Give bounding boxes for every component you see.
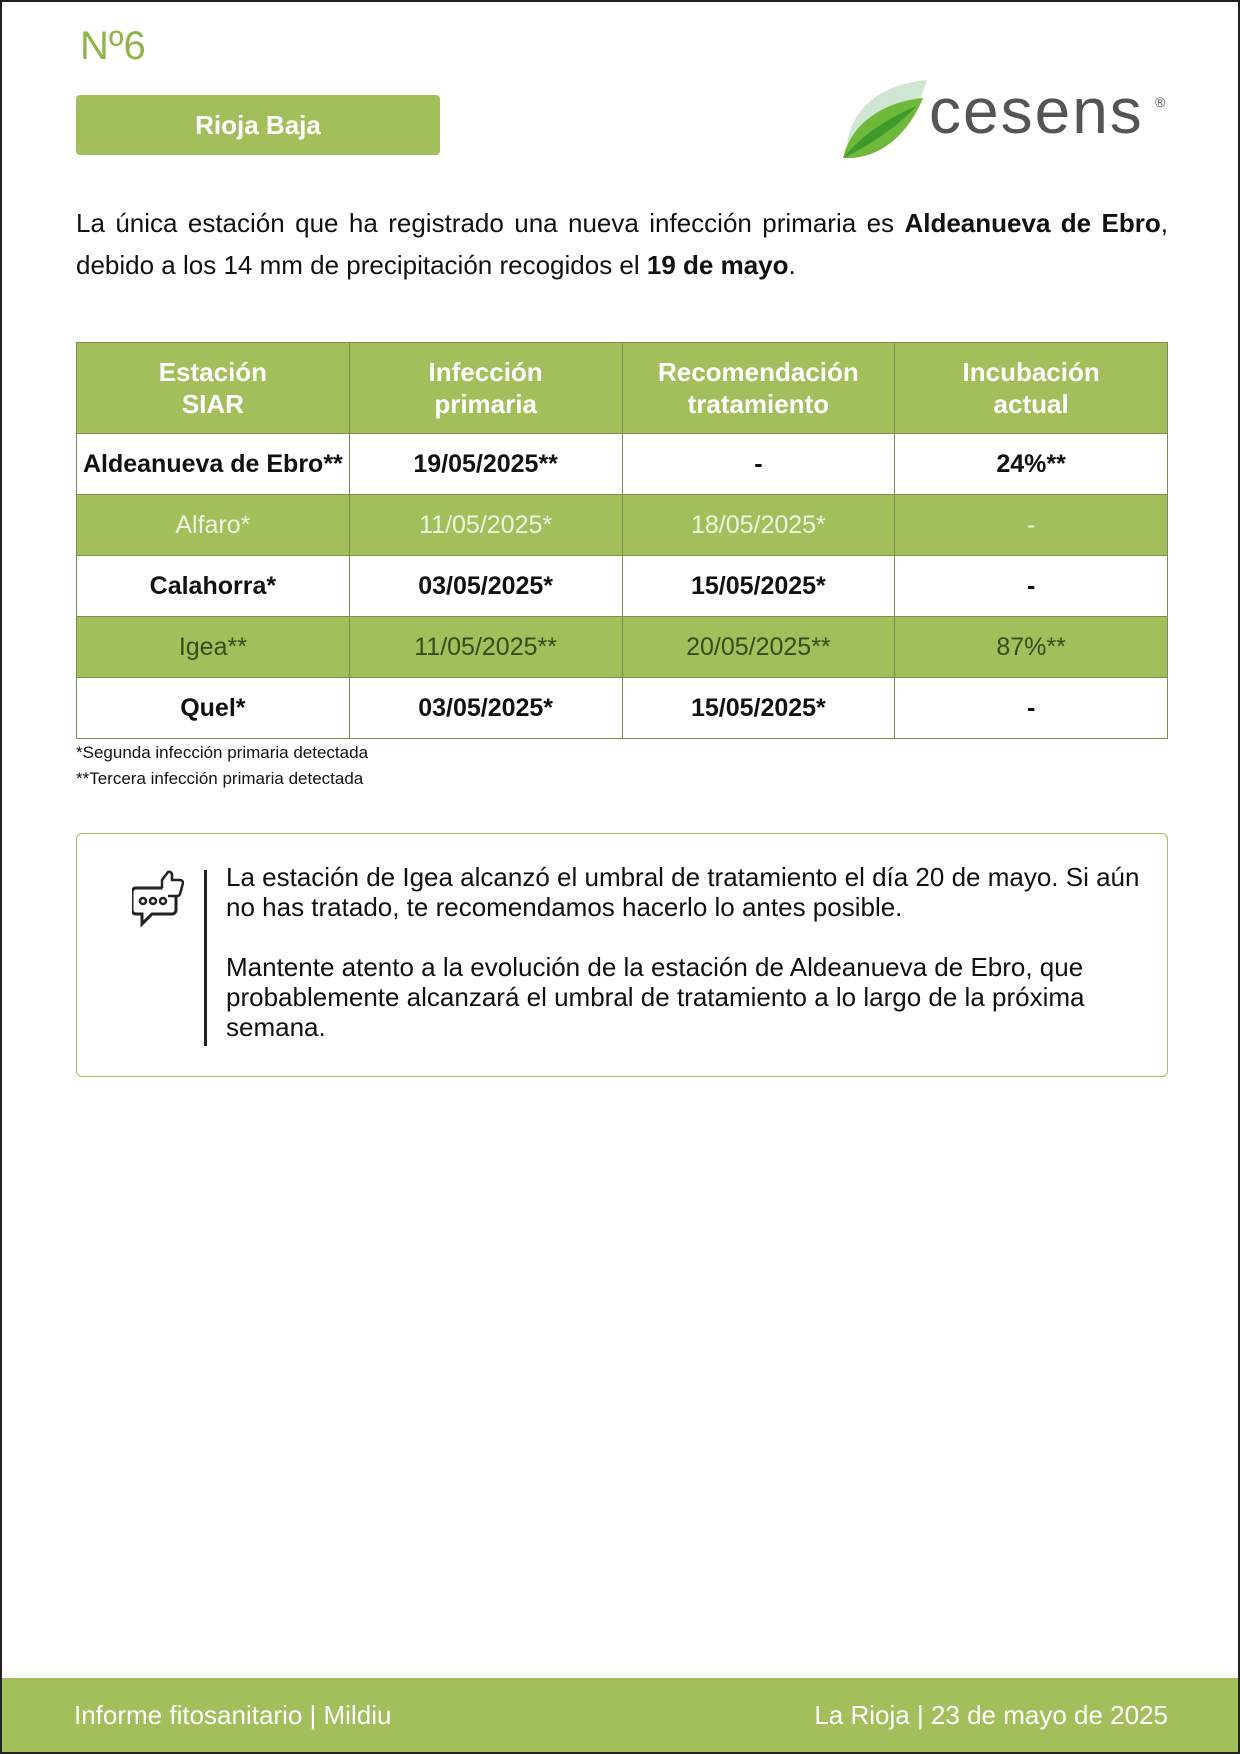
header-infection	[349, 343, 622, 434]
header-incubation-line2: actual	[993, 389, 1069, 419]
registered-mark: ®	[1155, 94, 1166, 110]
header-incubation-line1: Incubación	[962, 357, 1100, 387]
intro-text-1: La única estación que ha registrado una nueva infección primaria es	[76, 208, 905, 238]
cell-treatment: 20/05/2025**	[622, 617, 895, 678]
logo-wordmark: cesens	[929, 75, 1144, 147]
header-treatment	[622, 343, 895, 434]
cell-station: Quel*	[77, 678, 350, 739]
table-row	[77, 678, 1168, 739]
header-infection-line2: primaria	[434, 389, 537, 419]
cell-infection: 03/05/2025*	[349, 556, 622, 617]
intro-paragraph	[76, 202, 1168, 286]
advice-text	[226, 862, 1146, 1072]
cell-treatment: 18/05/2025*	[622, 495, 895, 556]
cell-station: Aldeanueva de Ebro**	[77, 434, 350, 495]
stations-table	[76, 342, 1168, 739]
footnote-single: *Segunda infección primaria detectada	[76, 743, 369, 762]
cell-infection: 11/05/2025*	[349, 495, 622, 556]
footnote-double: **Tercera infección primaria detectada	[76, 769, 364, 788]
advice-divider	[204, 870, 207, 1046]
table-row	[77, 556, 1168, 617]
table-row	[77, 495, 1168, 556]
header-incubation	[895, 343, 1168, 434]
cell-station: Igea**	[77, 617, 350, 678]
cell-treatment: -	[622, 434, 895, 495]
header-station-line2: SIAR	[181, 389, 244, 419]
header-treatment-line1: Recomendación	[657, 357, 859, 387]
cell-treatment: 15/05/2025*	[622, 556, 895, 617]
table-row	[77, 617, 1168, 678]
intro-text-2: , debido a los 14 mm de precipitación recogidos el	[76, 208, 1168, 280]
intro-text-3: .	[788, 250, 796, 280]
cell-station: Calahorra*	[77, 556, 350, 617]
cell-incubation: 87%**	[895, 617, 1168, 678]
header-station-line1: Estación	[158, 357, 268, 387]
cell-infection: 11/05/2025**	[349, 617, 622, 678]
intro-station: Aldeanueva de Ebro	[904, 208, 1161, 238]
advice-paragraph-1: La estación de Igea alcanzó el umbral de tratamiento el día 20 de mayo. Si aún no has tratado, te recomendamos hacerlo lo antes posible.	[226, 862, 1140, 922]
table-footnotes	[76, 740, 368, 792]
footer-left: Informe fitosanitario | Mildiu	[74, 1700, 392, 1730]
footer-bar	[2, 1678, 1238, 1752]
header-infection-line1: Infección	[428, 357, 543, 387]
cell-incubation: 24%**	[895, 434, 1168, 495]
cesens-logo	[837, 74, 1177, 164]
advice-box	[76, 833, 1168, 1077]
intro-date: 19 de mayo	[646, 250, 789, 280]
header-treatment-line2: tratamiento	[687, 389, 830, 419]
cell-treatment: 15/05/2025*	[622, 678, 895, 739]
chat-thumbs-up-icon	[132, 870, 184, 928]
cell-infection: 03/05/2025*	[349, 678, 622, 739]
table-header-row	[77, 343, 1168, 434]
advice-paragraph-2: Mantente atento a la evolución de la estación de Aldeanueva de Ebro, que probablemente alcanzará el umbral de tratamiento a lo largo de la próxima semana.	[226, 952, 1085, 1042]
cell-incubation: -	[895, 495, 1168, 556]
table-row	[77, 434, 1168, 495]
region-badge: Rioja Baja	[76, 95, 440, 155]
header-station	[77, 343, 350, 434]
leaf-logo-icon	[837, 74, 929, 164]
footer-right: La Rioja | 23 de mayo de 2025	[814, 1700, 1168, 1730]
cell-infection: 19/05/2025**	[349, 434, 622, 495]
cell-incubation: -	[895, 556, 1168, 617]
issue-number: Nº6	[80, 24, 146, 68]
cell-station: Alfaro*	[77, 495, 350, 556]
cell-incubation: -	[895, 678, 1168, 739]
